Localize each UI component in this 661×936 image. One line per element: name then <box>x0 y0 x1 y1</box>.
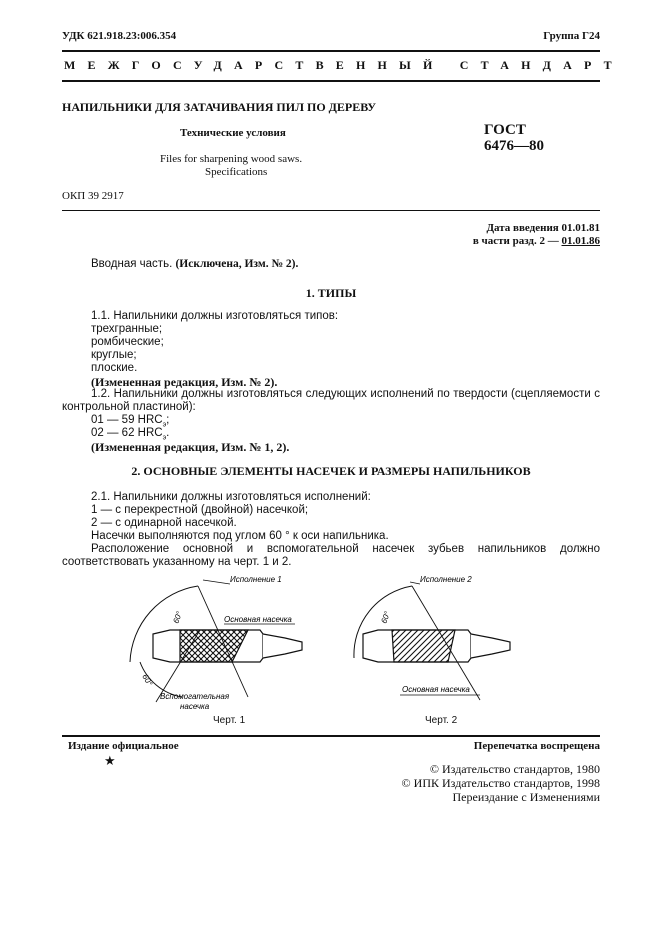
fig2-single-hatch <box>392 630 455 662</box>
section-2-heading: 2. ОСНОВНЫЕ ЭЛЕМЕНТЫ НАСЕЧЕК И РАЗМЕРЫ НАПИЛЬНИКОВ <box>131 464 531 478</box>
banner-rule <box>62 80 600 82</box>
part-date <box>473 235 600 247</box>
reprint-prohibited: Перепечатка воспрещена <box>473 740 600 752</box>
fig1-file-tang <box>263 634 302 658</box>
type-item: ромбические; <box>91 336 164 348</box>
fig2-file-tang <box>471 634 510 658</box>
fig1-title-leader <box>203 580 230 584</box>
edit-note-2: (Измененная редакция, Изм. № 1, 2). <box>91 440 290 454</box>
title-divider <box>62 210 600 211</box>
section-1-heading: 1. ТИПЫ <box>305 286 357 300</box>
copyright-1998: © ИПК Издательство стандартов, 1998 <box>401 776 600 790</box>
clause-1-2: 1.2. Напильники должны изготовляться следующих исполнений по твердости (сцепляемости с контрольной пластиной): <box>62 388 600 413</box>
gost-number: 6476—80 <box>484 138 544 154</box>
notch-layout-text: Расположение основной и вспомогательной насечек зубьев напильников должно соответствовать указанному на черт. 1 и 2. <box>62 543 600 568</box>
part-date-value: 01.01.86 <box>561 235 600 247</box>
footer-rule <box>62 735 600 737</box>
intro-date: Дата введения 01.01.81 <box>486 222 600 234</box>
type-item: круглые; <box>91 349 137 361</box>
part-date-prefix: в части разд. 2 — <box>472 235 559 247</box>
fig1-angle-label-a: 60° <box>171 610 185 625</box>
top-rule <box>62 50 600 52</box>
english-subtitle: Specifications <box>205 166 268 178</box>
intro-excluded: (Исключена, Изм. № 2). <box>175 258 299 270</box>
hardness-tail-01: ; <box>166 414 170 426</box>
hrc-subscript: э <box>162 434 167 442</box>
fig1-title: Исполнение 1 <box>230 575 282 584</box>
figure-2-drawing <box>350 572 530 712</box>
udk-code: УДК 621.918.23:006.354 <box>62 30 177 42</box>
gost-label: ГОСТ <box>484 122 526 138</box>
type-item: трехгранные; <box>91 323 163 335</box>
figure-1-drawing <box>120 572 320 712</box>
execution-item: 1 — с перекрестной (двойной) насечкой; <box>91 504 309 516</box>
hardness-tail-02: . <box>166 427 170 439</box>
clause-2-1: 2.1. Напильники должны изготовляться исполнений: <box>91 491 371 503</box>
fig1-angle-label-b: 60° <box>140 672 155 688</box>
document-subtitle: Технические условия <box>180 127 286 139</box>
figure-1-caption: Черт. 1 <box>213 715 246 726</box>
standard-banner: МЕЖГОСУДАРСТВЕННЫЙ СТАНДАРТ <box>64 58 624 72</box>
fig1-aux-notch-label-1: Вспомогательная <box>160 692 230 701</box>
fig2-title: Исполнение 2 <box>420 575 472 584</box>
hrc-subscript: э <box>162 421 167 429</box>
fig2-title-leader <box>410 582 420 584</box>
intro-label: Вводная часть. <box>91 258 173 270</box>
hardness-value-01: 01 — 59 HRC <box>91 414 163 426</box>
fig2-main-notch-label: Основная насечка <box>402 685 470 694</box>
fig2-angle-label: 60° <box>379 610 393 625</box>
clause-1-1: 1.1. Напильники должны изготовляться типов: <box>91 310 339 322</box>
copyright-1980: © Издательство стандартов, 1980 <box>429 762 600 776</box>
english-title: Files for sharpening wood saws. <box>160 153 303 165</box>
fig1-main-notch-label: Основная насечка <box>224 615 292 624</box>
document-title: НАПИЛЬНИКИ ДЛЯ ЗАТАЧИВАНИЯ ПИЛ ПО ДЕРЕВУ <box>62 100 377 114</box>
intro-note <box>91 258 298 270</box>
group-code: Группа Г24 <box>543 30 600 42</box>
edit-note-1: (Измененная редакция, Изм. № 2). <box>91 375 278 389</box>
hardness-value-02: 02 — 62 HRC <box>91 427 163 439</box>
reissue-note: Переиздание с Изменениями <box>452 790 600 804</box>
fig1-aux-notch-label-2: насечка <box>180 702 210 711</box>
figure-2-caption: Черт. 2 <box>425 715 458 726</box>
star-mark: ★ <box>104 753 116 768</box>
okp-code: ОКП 39 2917 <box>62 190 124 202</box>
execution-item: 2 — с одинарной насечкой. <box>91 517 237 529</box>
official-edition: Издание официальное <box>68 740 179 752</box>
notch-angle-text: Насечки выполняются под углом 60 ° к оси напильника. <box>91 530 389 542</box>
type-item: плоские. <box>91 362 138 374</box>
